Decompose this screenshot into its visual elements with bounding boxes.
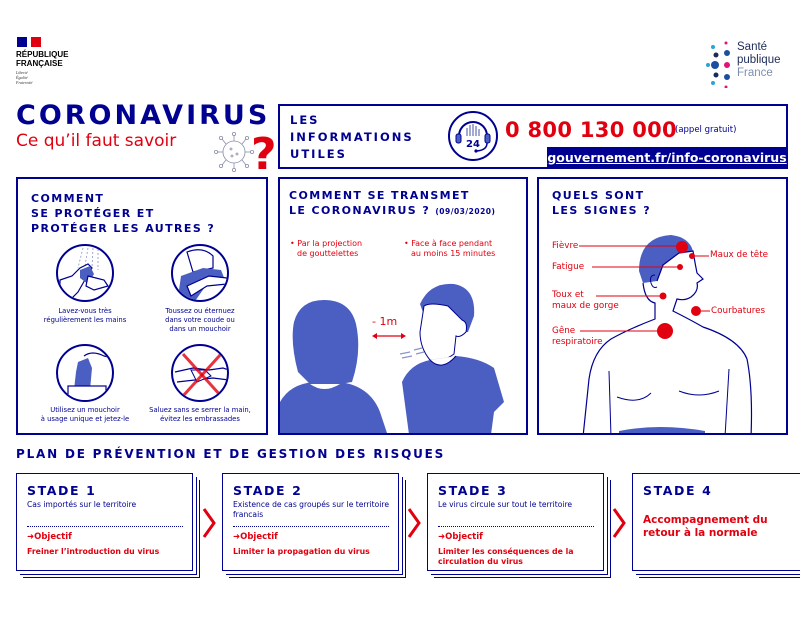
page-title: CORONAVIRUS	[16, 100, 271, 131]
hotline-note: (appel gratuit)	[675, 125, 737, 135]
transmission-panel	[278, 177, 528, 435]
agency-line2: publique	[737, 54, 781, 66]
stage-objective-label	[438, 532, 483, 542]
symptom-label: maux de gorge	[552, 301, 619, 311]
stage-divider	[27, 526, 183, 527]
symptom-breathing-difficulty	[552, 326, 603, 348]
page-subtitle: Ce qu’il faut savoir	[16, 131, 177, 151]
stage-goal: Limiter la propagation du virus	[233, 547, 370, 556]
transmission-bullet-droplets	[290, 239, 362, 259]
agency-line1: Santé	[737, 41, 768, 53]
protection-title-line: PROTÉGER LES AUTRES ?	[31, 222, 216, 235]
protection-panel	[16, 177, 268, 435]
motto-fraternite: Fraternité	[16, 80, 33, 85]
bullet-line: de gouttelettes	[297, 249, 359, 258]
stage-goal: Limiter les conséquences de la circulation du virus	[438, 547, 574, 566]
caption-line: évitez les embrassades	[160, 415, 240, 423]
chevron-right-icon	[202, 508, 216, 538]
info-label-line: INFORMATIONS	[290, 130, 414, 144]
transmission-bullet-face-to-face	[404, 239, 495, 259]
objective-text: Objectif	[445, 532, 483, 542]
stage-1-card	[16, 473, 193, 571]
svg-text:24: 24	[466, 139, 480, 150]
caption-line: Toussez ou éternuez	[165, 307, 235, 315]
info-label-line: UTILES	[290, 147, 347, 161]
stage-goal: Accompagnement du retour à la normale	[643, 514, 768, 539]
symptom-label: Toux et	[552, 290, 584, 300]
symptom-fever	[552, 241, 578, 252]
two-people-distance-illustration	[280, 272, 528, 435]
symptom-label: Fatigue	[552, 262, 585, 272]
stage-title: STADE 3	[438, 483, 508, 498]
symptom-cough-sore-throat	[552, 290, 619, 312]
stage-description: Existence de cas groupés sur le territoire francais	[233, 500, 390, 519]
arrow-right-icon: ➜	[438, 532, 446, 542]
arrow-right-icon: ➜	[233, 532, 241, 542]
caption-line: à usage unique et jetez-le	[40, 415, 130, 423]
plan-title: PLAN DE PRÉVENTION ET DE GESTION DES RISQUES	[16, 447, 446, 461]
chevron-right-icon	[407, 508, 421, 538]
tissue-box-icon	[56, 344, 114, 402]
arrow-right-icon: ➜	[27, 532, 35, 542]
info-label	[290, 112, 414, 163]
symptom-label: respiratoire	[552, 337, 603, 347]
virus-question-icon	[214, 126, 280, 172]
symptom-headache	[710, 250, 768, 261]
hand-washing-caption	[30, 307, 140, 325]
stage-divider	[233, 526, 389, 527]
transmission-title	[289, 188, 495, 219]
tissue-caption	[30, 406, 140, 424]
symptoms-panel	[537, 177, 788, 435]
symptom-label: Maux de tête	[710, 250, 769, 260]
transmission-title-line: COMMENT SE TRANSMET	[289, 189, 470, 202]
cough-elbow-caption	[145, 307, 255, 334]
bullet-line: • Par la projection	[290, 239, 363, 248]
republic-line1: RÉPUBLIQUE	[16, 50, 69, 59]
symptom-fatigue	[552, 262, 584, 273]
french-flag-icon	[17, 37, 41, 47]
motto-liberte: Liberté	[16, 70, 28, 75]
no-handshake-icon	[171, 344, 229, 402]
stage-2-card	[222, 473, 399, 571]
bullet-line: • Face à face pendant	[404, 239, 493, 248]
stage-divider	[438, 526, 594, 527]
republique-francaise-logo	[16, 50, 68, 68]
svg-text:?: ?	[251, 129, 277, 172]
stage-title: STADE 2	[233, 483, 303, 498]
caption-line: dans votre coude ou	[165, 316, 235, 324]
hand-washing-icon	[56, 244, 114, 302]
stage-description: Cas importés sur le territoire	[27, 500, 137, 509]
symptom-label: Fièvre	[552, 241, 579, 251]
caption-line: Saluez sans se serrer la main,	[149, 406, 251, 414]
sante-publique-france-logo	[737, 41, 780, 80]
stage-4-card	[632, 473, 800, 571]
distance-label: - 1m	[372, 315, 398, 328]
stage-description: Le virus circule sur tout le territoire	[438, 500, 573, 509]
symptom-body-aches	[711, 306, 765, 317]
caption-line: régulièrement les mains	[43, 316, 127, 324]
chevron-right-icon	[612, 508, 626, 538]
protection-title-line: SE PROTÉGER ET	[31, 207, 155, 220]
info-label-line: LES	[290, 113, 320, 127]
agency-line3: France	[737, 67, 773, 79]
symptom-label: Gêne	[552, 326, 576, 336]
stage-objective-label	[233, 532, 278, 542]
transmission-date: (09/03/2020)	[435, 207, 496, 216]
stage-title: STADE 1	[27, 483, 97, 498]
objective-text: Objectif	[34, 532, 72, 542]
caption-line: dans un mouchoir	[169, 325, 231, 333]
motto-egalite: Égalité	[16, 75, 28, 80]
republic-line2: FRANÇAISE	[16, 59, 63, 68]
headset-24h-icon	[447, 108, 499, 164]
symptoms-title-line: QUELS SONT	[552, 189, 645, 202]
protection-title	[31, 191, 215, 236]
info-url-link[interactable]: gouvernement.fr/info-coronavirus	[547, 147, 787, 169]
stage-goal: Freiner l’introduction du virus	[27, 547, 160, 556]
transmission-title-line: LE CORONAVIRUS ?	[289, 204, 431, 217]
symptoms-title-line: LES SIGNES ?	[552, 204, 651, 217]
cough-elbow-icon	[171, 244, 229, 302]
stage-objective-label	[27, 532, 72, 542]
symptom-label: Courbatures	[711, 306, 766, 316]
caption-line: Lavez-vous très	[58, 307, 112, 315]
stage-title: STADE 4	[643, 483, 713, 498]
objective-text: Objectif	[240, 532, 278, 542]
republic-motto	[16, 70, 32, 85]
handshake-caption	[145, 406, 255, 424]
stage-3-card	[427, 473, 604, 571]
caption-line: Utilisez un mouchoir	[50, 406, 120, 414]
protection-title-line: COMMENT	[31, 192, 105, 205]
bullet-line: au moins 15 minutes	[411, 249, 496, 258]
hotline-phone-number[interactable]: 0 800 130 000	[505, 118, 677, 142]
